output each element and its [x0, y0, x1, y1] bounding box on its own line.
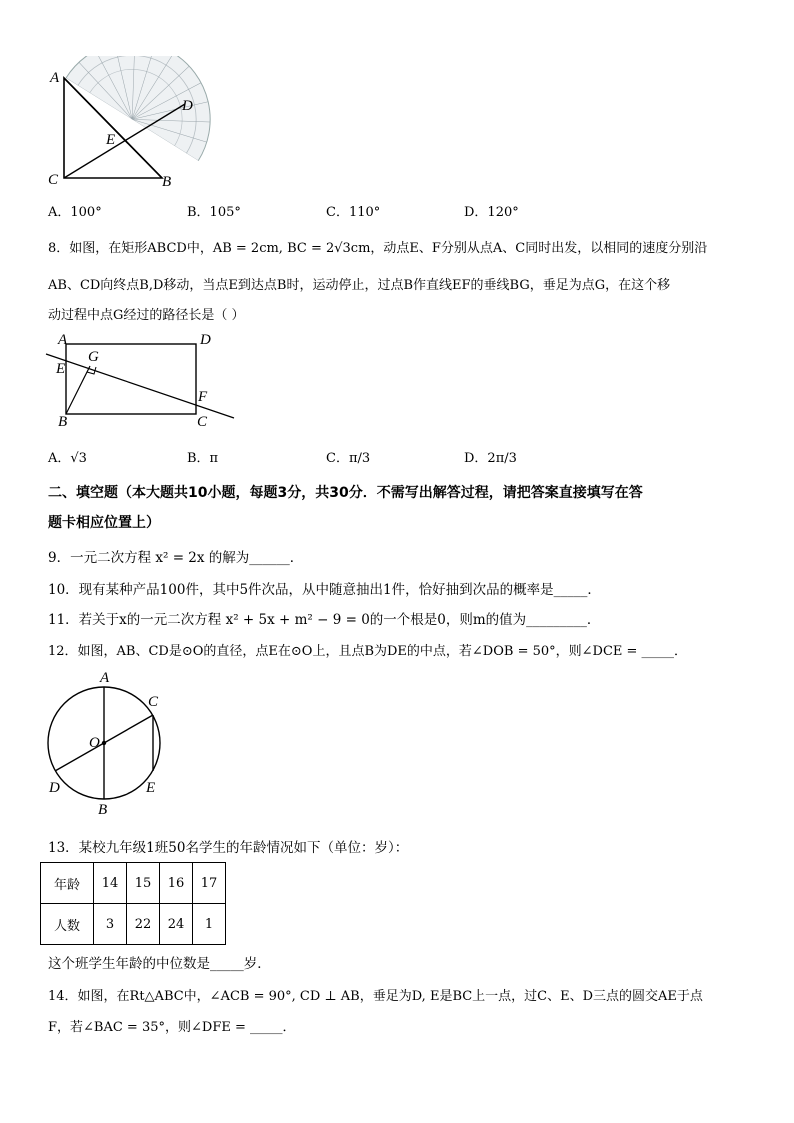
q12-figure: [40, 668, 180, 818]
table-cell: 14: [94, 863, 127, 904]
q8-label-e: E: [56, 361, 66, 377]
protractor: [44, 56, 214, 191]
q8-label-c: C: [197, 414, 208, 430]
q7-option-d: D．120°: [464, 205, 519, 220]
q8-text-line3: 动过程中点G经过的路径长是（ ）: [48, 308, 245, 323]
q7-label-e: E: [106, 132, 116, 148]
table-cell: 24: [160, 904, 193, 945]
q13-after-text: 这个班学生年龄的中位数是_____岁．: [48, 956, 271, 972]
table-cell: 1: [193, 904, 226, 945]
q12-label-o: O: [89, 735, 100, 751]
table-cell: 年龄: [41, 863, 94, 904]
q14-text-line2: F，若∠BAC = 35°，则∠DFE = _____．: [48, 1020, 296, 1035]
table-row: [41, 904, 226, 945]
section2-heading-line2: 题卡相应位置上）: [48, 515, 160, 531]
table-cell: 15: [127, 863, 160, 904]
q7-option-b: B．105°: [187, 205, 241, 220]
table-cell: 16: [160, 863, 193, 904]
q12-label-e: E: [146, 780, 156, 796]
q9-text: 9．一元二次方程 x² = 2x 的解为______．: [48, 550, 304, 566]
q7-label-b: B: [162, 174, 172, 190]
q14-text-line1: 14．如图，在Rt△ABC中，∠ACB = 90°, CD ⊥ AB，垂足为D, E是BC上一点，过C、E、D三点的圆交AE于点: [48, 989, 703, 1004]
q8-label-f: F: [198, 389, 208, 405]
q7-label-c: C: [48, 172, 59, 188]
table-cell: 人数: [41, 904, 94, 945]
q8-option-b: B．π: [187, 451, 219, 466]
q7-figure: [44, 56, 214, 191]
table-row: [41, 863, 226, 904]
q8-option-c: C．π/3: [326, 451, 371, 466]
q8-label-g: G: [88, 349, 99, 365]
q8-figure: [40, 330, 240, 430]
q7-option-c: C．110°: [326, 205, 381, 220]
q12-label-b: B: [98, 802, 108, 818]
q12-label-a: A: [100, 670, 110, 686]
q11-text: 11．若关于x的一元二次方程 x² + 5x + m² − 9 = 0的一个根是0，则m的值为_________．: [48, 612, 601, 628]
q7-label-a: A: [50, 70, 60, 86]
q8-label-d: D: [200, 332, 211, 348]
q12-label-c: C: [148, 694, 159, 710]
q12-label-d: D: [49, 780, 60, 796]
section2-heading-line1: 二、填空题（本大题共10小题，每题3分，共30分．不需写出解答过程，请把答案直接填写在答: [48, 485, 643, 501]
q8-label-a: A: [58, 332, 68, 348]
q13-text: 13．某校九年级1班50名学生的年龄情况如下（单位：岁）：: [48, 840, 409, 856]
table-cell: 17: [193, 863, 226, 904]
q8-text-line2: AB、CD向终点B,D移动，当点E到达点B时，运动停止，过点B作直线EF的垂线BG，垂足为点G，在这个移: [48, 278, 671, 293]
q8-text-line1: 8．如图，在矩形ABCD中，AB = 2cm, BC = 2√3cm，动点E、F分别从点A、C同时出发，以相同的速度分别沿: [48, 241, 708, 256]
q7-option-a: A．100°: [48, 205, 102, 220]
table-cell: 3: [94, 904, 127, 945]
q8-option-d: D．2π/3: [464, 451, 517, 466]
table-cell: 22: [127, 904, 160, 945]
q7-label-d: D: [182, 98, 193, 114]
age-table: [40, 862, 226, 945]
q8-option-a: A．√3: [48, 451, 87, 466]
q8-label-b: B: [58, 414, 68, 430]
q12-text: 12．如图，AB、CD是⊙O的直径，点E在⊙O上，且点B为DE的中点，若∠DOB = 50°，则∠DCE = _____．: [48, 644, 688, 659]
q10-text: 10．现有某种产品100件，其中5件次品，从中随意抽出1件，恰好抽到次品的概率是_____．: [48, 582, 601, 598]
